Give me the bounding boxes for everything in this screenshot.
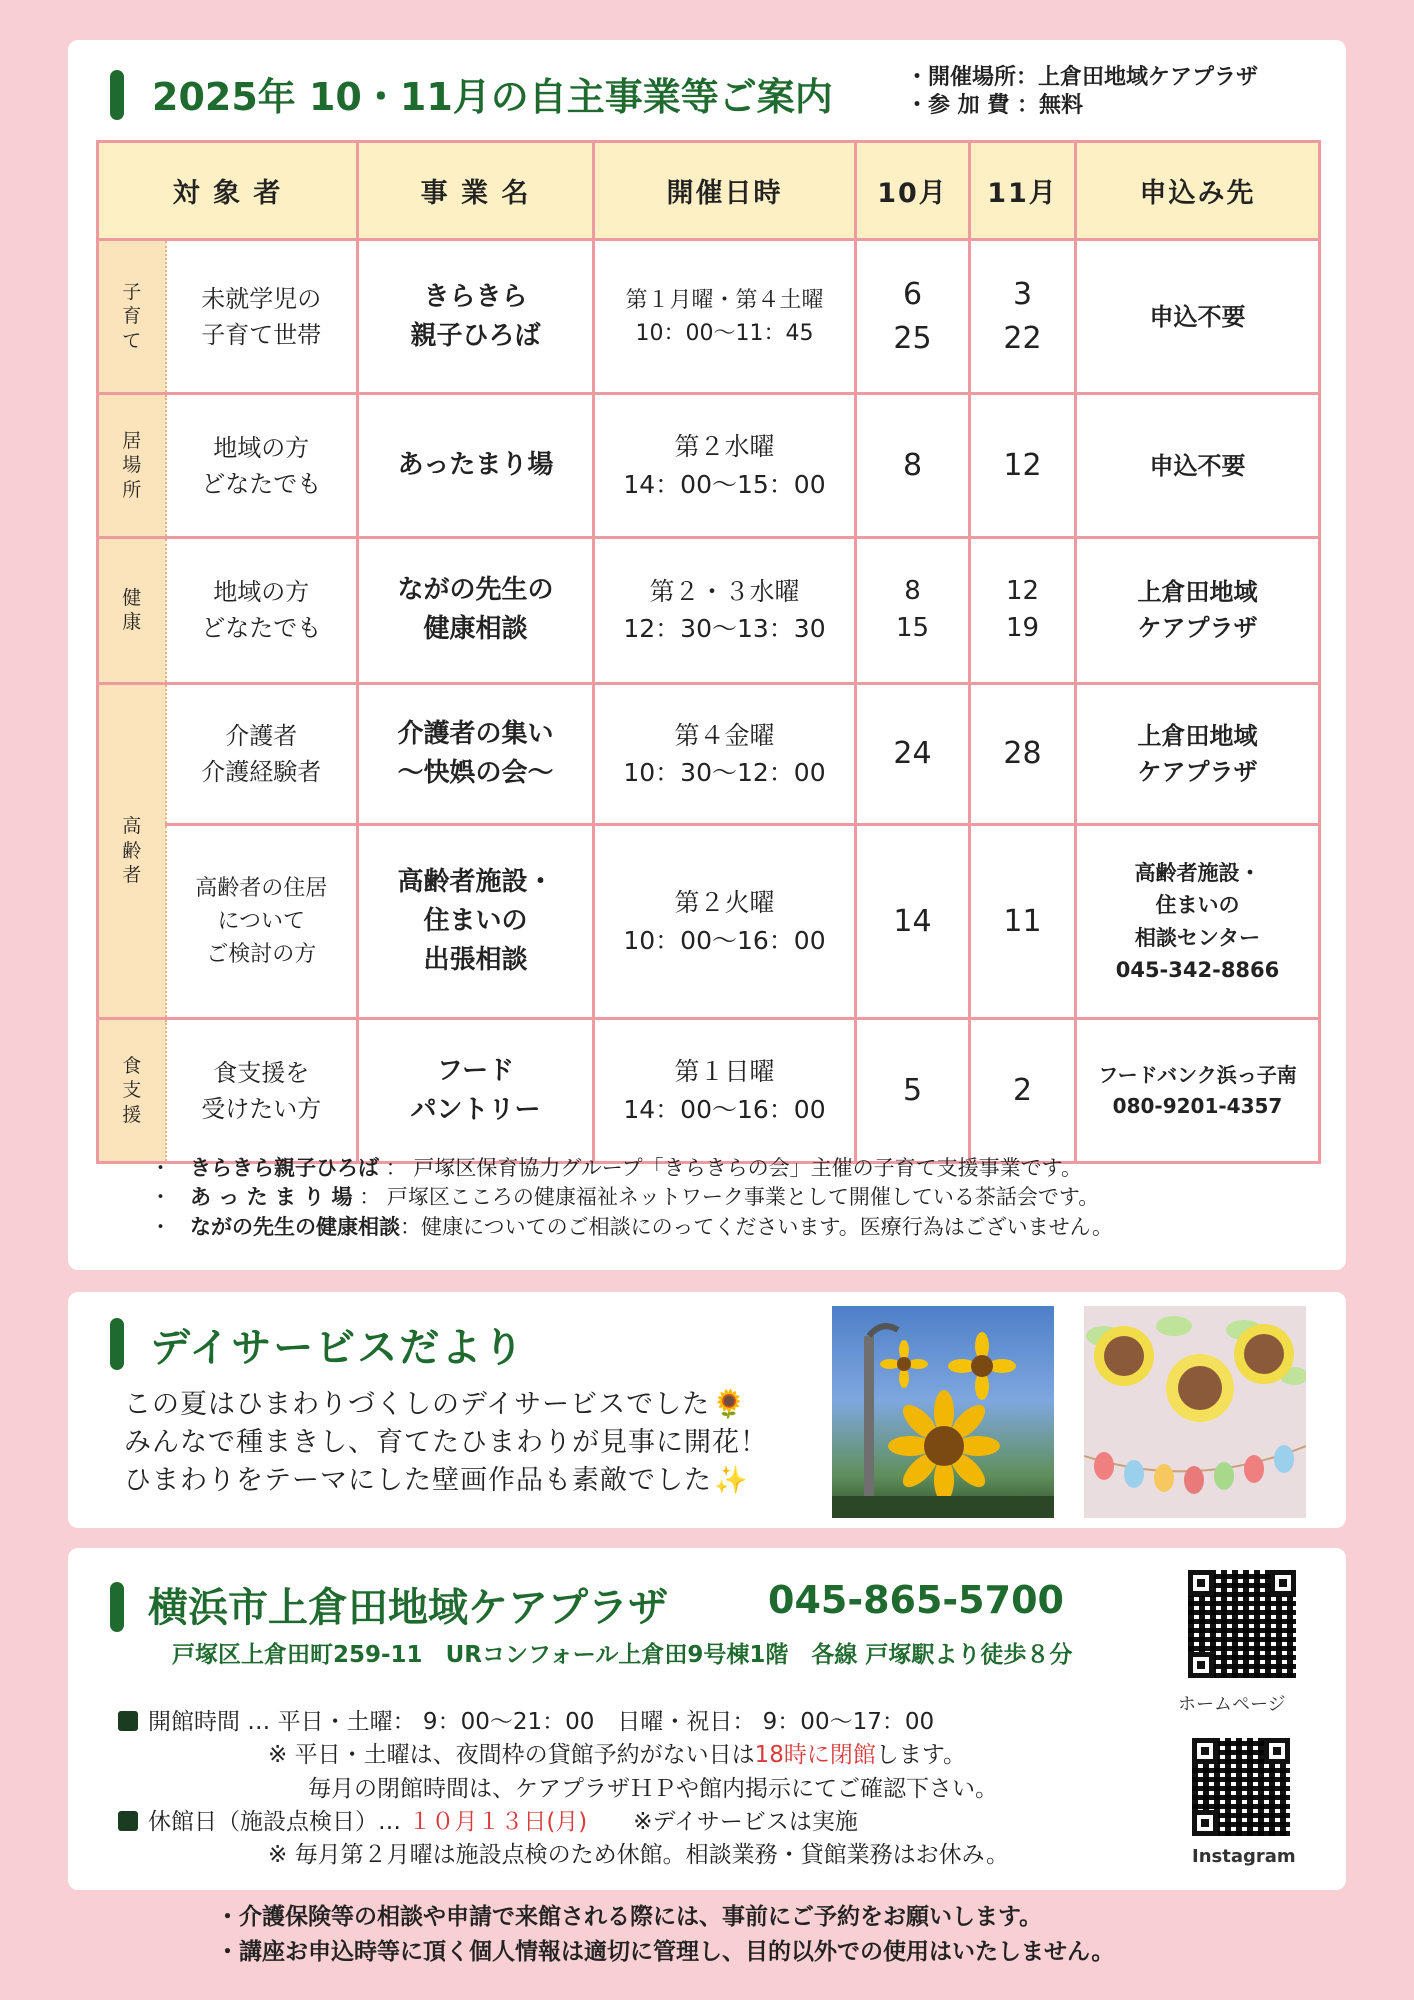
schedule-cell: 第１月曜・第４土曜 10：00〜11：45	[594, 240, 856, 394]
instagram-qr-label: Instagram	[1192, 1846, 1296, 1867]
november-cell: 2	[970, 1019, 1076, 1163]
header-schedule: 開催日時	[594, 142, 856, 240]
schedule-cell: 第２・３水曜 12：30〜13：30	[594, 537, 856, 683]
table-row	[98, 683, 1320, 825]
dayservice-title: デイサービスだより	[150, 1325, 526, 1371]
apply-cell: 申込不要	[1076, 240, 1320, 394]
october-cell: 8	[856, 394, 970, 538]
category-label: 高 齢 者	[122, 814, 142, 887]
november-cell: 11	[970, 825, 1076, 1019]
heading-bar	[110, 1582, 124, 1632]
header-program: 事 業 名	[358, 142, 594, 240]
october-cell: 6 25	[856, 240, 970, 394]
schedule-cell: 第２水曜 14：00〜15：00	[594, 394, 856, 538]
table-row	[98, 394, 1320, 538]
category-cell	[98, 240, 166, 394]
footer-note: ・介護保険等の相談や申請で来館される際には、事前にご予約をお願いします。	[216, 1904, 1043, 1930]
schedule-table	[96, 140, 1321, 1164]
october-cell: 14	[856, 825, 970, 1019]
program-cell: フード パントリー	[358, 1019, 594, 1163]
program-cell: きらきら 親子ひろば	[358, 240, 594, 394]
target-cell: 介護者 介護経験者	[166, 683, 358, 825]
target-cell: 食支援を 受けたい方	[166, 1019, 358, 1163]
apply-cell: 上倉田地域 ケアプラザ	[1076, 537, 1320, 683]
header-november: 11月	[970, 142, 1076, 240]
hours-label: 開館時間 … 平日・土曜： 9：00〜21：00 日曜・祝日： 9：00〜17：00	[148, 1709, 935, 1735]
footer-note: ・講座お申込時等に頂く個人情報は適切に管理し、目的以外での使用はいたしません。	[216, 1938, 1115, 1965]
category-label: 居 場 所	[122, 429, 142, 501]
closed-note: ※ 毎月第２月曜は施設点検のため休館。相談業務・貸館業務はお休み。	[268, 1842, 1009, 1869]
category-label: 食 支 援	[122, 1054, 142, 1126]
opening-info: 開館時間 … 平日・土曜： 9：00〜21：00 日曜・祝日： 9：00〜17：00 ※ 平日・土曜は、夜間枠の貸館予約がない日は18時に閉館します。 毎月の閉館時間は、ケアプラザＨＰや館内掲示にてご確認下さい。 休館日（施設点検日）… １０月１３日(月) ※デイサービスは実施 ※ 毎月第２月曜は施設点検のため休館。相談業務・貸館業務はお休み。	[118, 1706, 1009, 1873]
header-apply: 申込み先	[1076, 142, 1320, 240]
venue-line: ・開催場所：上倉田地域ケアプラザ	[906, 65, 1259, 90]
heading-bar	[110, 70, 124, 120]
october-cell: 8 15	[856, 537, 970, 683]
sparkles-icon: ✨	[714, 1464, 749, 1496]
plaza-address: 戸塚区上倉田町259-11 URコンフォール上倉田9号棟1階 各線 戸塚駅より徒歩８分	[172, 1642, 1073, 1668]
category-cell	[98, 537, 166, 683]
program-notes	[150, 1154, 1113, 1242]
plaza-info-panel	[68, 1548, 1346, 1890]
apply-cell: 申込不要	[1076, 394, 1320, 538]
sunflower-mural-photo	[1084, 1306, 1306, 1518]
events-title: 2025年 10・11月の自主事業等ご案内	[152, 75, 833, 119]
table-row	[98, 825, 1320, 1019]
program-cell: 介護者の集い 〜快娯の会〜	[358, 683, 594, 825]
schedule-cell: 第２火曜 10：00〜16：00	[594, 825, 856, 1019]
november-cell: 12 19	[970, 537, 1076, 683]
october-cell: 5	[856, 1019, 970, 1163]
category-label: 健 康	[122, 586, 142, 634]
category-cell	[98, 1019, 166, 1163]
category-label: 子 育 て	[122, 280, 142, 352]
homepage-qr-code[interactable]	[1188, 1570, 1296, 1678]
target-cell: 未就学児の 子育て世帯	[166, 240, 358, 394]
close-time-highlight: 18時に閉館	[754, 1742, 876, 1769]
closed-date: １０月１３日(月)	[408, 1809, 588, 1836]
homepage-qr-label: ホームページ	[1178, 1694, 1286, 1715]
note-item: ・ あ っ た ま り 場 ： 戸塚区こころの健康福祉ネットワーク事業として開催している茶話会です。	[150, 1185, 1100, 1210]
november-cell: 28	[970, 683, 1076, 825]
category-cell	[98, 683, 166, 1018]
program-cell: 高齢者施設・ 住まいの 出張相談	[358, 825, 594, 1019]
events-panel	[68, 40, 1346, 1270]
schedule-cell: 第４金曜 10：30〜12：00	[594, 683, 856, 825]
table-row	[98, 240, 1320, 394]
program-cell: あったまり場	[358, 394, 594, 538]
heading-bar	[110, 1318, 124, 1370]
table-row	[98, 1019, 1320, 1163]
target-cell: 高齢者の住居 について ご検討の方	[166, 825, 358, 1019]
table-row	[98, 537, 1320, 683]
program-cell: ながの先生の 健康相談	[358, 537, 594, 683]
apply-cell: フードバンク浜っ子南 080-9201-4357	[1076, 1019, 1320, 1163]
category-cell	[98, 394, 166, 538]
footer-notes	[216, 1900, 1114, 1969]
november-cell: 3 22	[970, 240, 1076, 394]
bullet-square-icon	[118, 1811, 138, 1831]
apply-cell: 上倉田地域 ケアプラザ	[1076, 683, 1320, 825]
table-header-row	[98, 142, 1320, 240]
november-cell: 12	[970, 394, 1076, 538]
sunflower-photo	[832, 1306, 1054, 1518]
plaza-phone: 045-865-5700	[768, 1578, 1064, 1622]
sunflower-icon: 🌻	[712, 1389, 747, 1420]
schedule-cell: 第１日曜 14：00〜16：00	[594, 1019, 856, 1163]
dayservice-panel	[68, 1292, 1346, 1528]
note-item: ・ きらきら親子ひろば ： 戸塚区保育協力グループ「きらきらの会」主催の子育て支援事業です。	[150, 1156, 1082, 1180]
note-item: ・ ながの先生の健康相談：健康についてのご相談にのってくださいます。医療行為はございません。	[150, 1214, 1113, 1239]
header-target: 対 象 者	[98, 142, 358, 240]
header-october: 10月	[856, 142, 970, 240]
plaza-name: 横浜市上倉田地域ケアプラザ	[148, 1585, 668, 1631]
october-cell: 24	[856, 683, 970, 825]
target-cell: 地域の方 どなたでも	[166, 537, 358, 683]
apply-cell: 高齢者施設・ 住まいの 相談センター 045-342-8866	[1076, 825, 1320, 1019]
bullet-square-icon	[118, 1711, 138, 1731]
fee-line: ・参 加 費 ：無料	[906, 92, 1083, 118]
venue-info	[906, 64, 1258, 119]
instagram-qr-code[interactable]	[1192, 1738, 1290, 1836]
dayservice-text: この夏はひまわりづくしのデイサービスでした🌻 みんなで種まきし、育てたひまわりが見事に開花！ ひまわりをテーマにした壁画作品も素敵でした✨	[124, 1389, 768, 1496]
target-cell: 地域の方 どなたでも	[166, 394, 358, 538]
hours-note: 毎月の閉館時間は、ケアプラザＨＰや館内掲示にてご確認下さい。	[308, 1775, 998, 1802]
